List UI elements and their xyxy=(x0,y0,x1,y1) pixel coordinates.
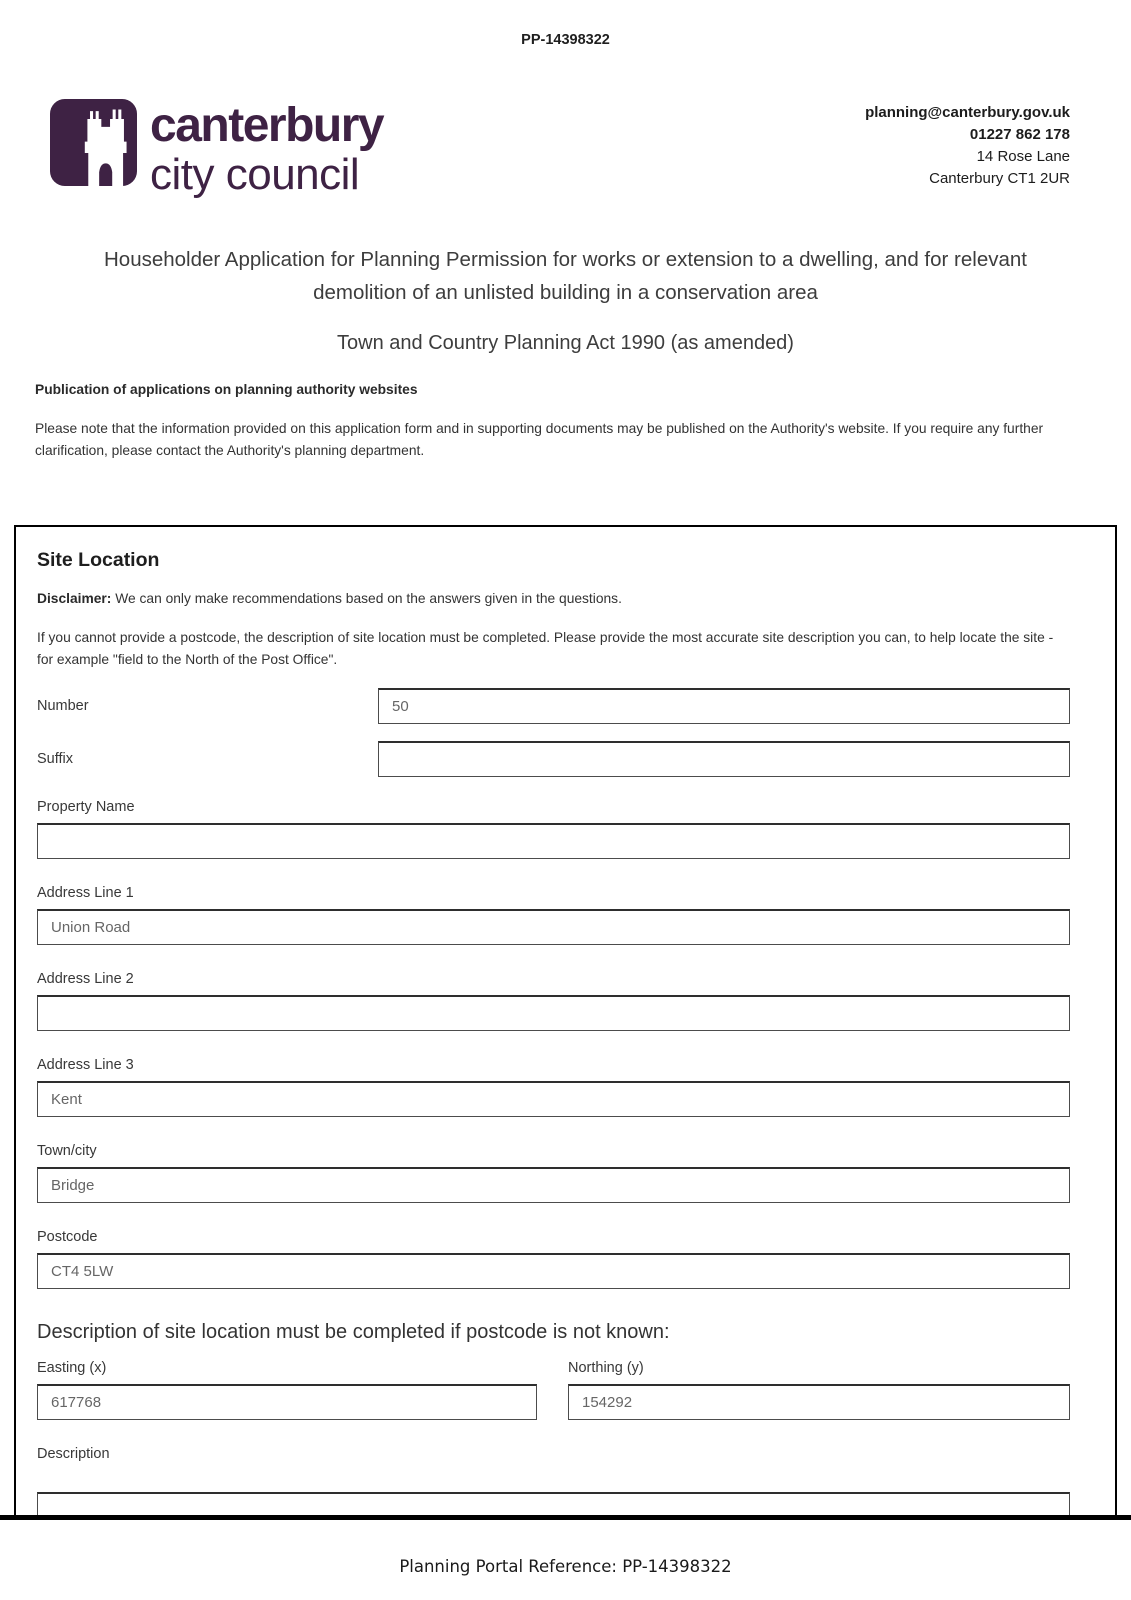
number-field-row xyxy=(37,688,1070,724)
canterbury-city-council-logo xyxy=(50,98,383,197)
property-name-field xyxy=(37,799,1070,859)
address-line-2-label: Address Line 2 xyxy=(37,971,134,987)
northing-input[interactable] xyxy=(568,1384,1070,1420)
easting-label: Easting (x) xyxy=(37,1360,107,1376)
contact-block xyxy=(865,98,1070,190)
northing-label: Northing (y) xyxy=(568,1360,644,1376)
coordinates-row xyxy=(37,1360,1070,1420)
town-city-label: Town/city xyxy=(37,1143,97,1159)
contact-phone: 01227 862 178 xyxy=(969,126,1070,143)
site-location-instructions: If you cannot provide a postcode, the description of site location must be completed. Please provide the most accurate site description you can, to help locate the site - for example "field to the North of the Post Office". xyxy=(37,630,1054,667)
application-reference: PP-14398322 xyxy=(521,32,610,48)
site-location-heading: Site Location xyxy=(37,549,160,571)
contact-email: planning@canterbury.gov.uk xyxy=(865,104,1070,121)
postcode-input[interactable] xyxy=(37,1253,1070,1289)
address-line-1-label: Address Line 1 xyxy=(37,885,134,901)
cathedral-icon xyxy=(50,98,137,187)
description-label: Description xyxy=(37,1446,110,1462)
town-city-field xyxy=(37,1143,1070,1203)
publication-note: Please note that the information provided on this application form and in supporting documents may be published on the Authority's website. If you require any further clarification, please contact the Authority's planning department. xyxy=(35,421,1044,458)
suffix-input[interactable] xyxy=(378,741,1070,777)
contact-address-line1: 14 Rose Lane xyxy=(976,148,1070,165)
suffix-field-row xyxy=(37,741,1070,777)
logo-word-canterbury: canterbury xyxy=(150,99,384,152)
disclaimer-text xyxy=(37,591,1070,606)
address-line-2-field xyxy=(37,971,1070,1031)
address-line-1-field xyxy=(37,885,1070,945)
postcode-label: Postcode xyxy=(37,1229,98,1245)
page-divider xyxy=(0,1515,1131,1520)
disclaimer-body: We can only make recommendations based on the answers given in the questions. xyxy=(111,591,622,606)
logo-word-city-council: city council xyxy=(150,150,360,199)
disclaimer-label: Disclaimer: xyxy=(37,591,112,606)
number-label: Number xyxy=(37,698,89,714)
easting-input[interactable] xyxy=(37,1384,537,1420)
suffix-label: Suffix xyxy=(37,751,74,767)
address-line-3-label: Address Line 3 xyxy=(37,1057,134,1073)
address-line-2-input[interactable] xyxy=(37,995,1070,1031)
number-input[interactable] xyxy=(378,688,1070,724)
address-line-3-field xyxy=(37,1057,1070,1117)
description-section-heading: Description of site location must be completed if postcode is not known: xyxy=(37,1321,670,1343)
document-title: Householder Application for Planning Permission for works or extension to a dwelling, and for relevant demolition of an unlisted building in a conservation area xyxy=(103,248,1027,304)
site-location-section xyxy=(14,525,1117,1515)
address-line-1-input[interactable] xyxy=(37,909,1070,945)
planning-portal-reference: Planning Portal Reference: PP-14398322 xyxy=(399,1557,732,1576)
logo-wordmark xyxy=(150,99,384,199)
northing-field xyxy=(568,1360,1070,1420)
description-input[interactable] xyxy=(37,1492,1070,1515)
postcode-field xyxy=(37,1229,1070,1289)
document-header xyxy=(0,98,1131,197)
document-subtitle: Town and Country Planning Act 1990 (as amended) xyxy=(337,332,794,354)
town-city-input[interactable] xyxy=(37,1167,1070,1203)
easting-field xyxy=(37,1360,537,1420)
property-name-input[interactable] xyxy=(37,823,1070,859)
address-line-3-input[interactable] xyxy=(37,1081,1070,1117)
description-field xyxy=(37,1446,1070,1515)
property-name-label: Property Name xyxy=(37,799,135,815)
contact-address-line2: Canterbury CT1 2UR xyxy=(929,170,1070,187)
publication-heading: Publication of applications on planning authority websites xyxy=(35,382,418,397)
